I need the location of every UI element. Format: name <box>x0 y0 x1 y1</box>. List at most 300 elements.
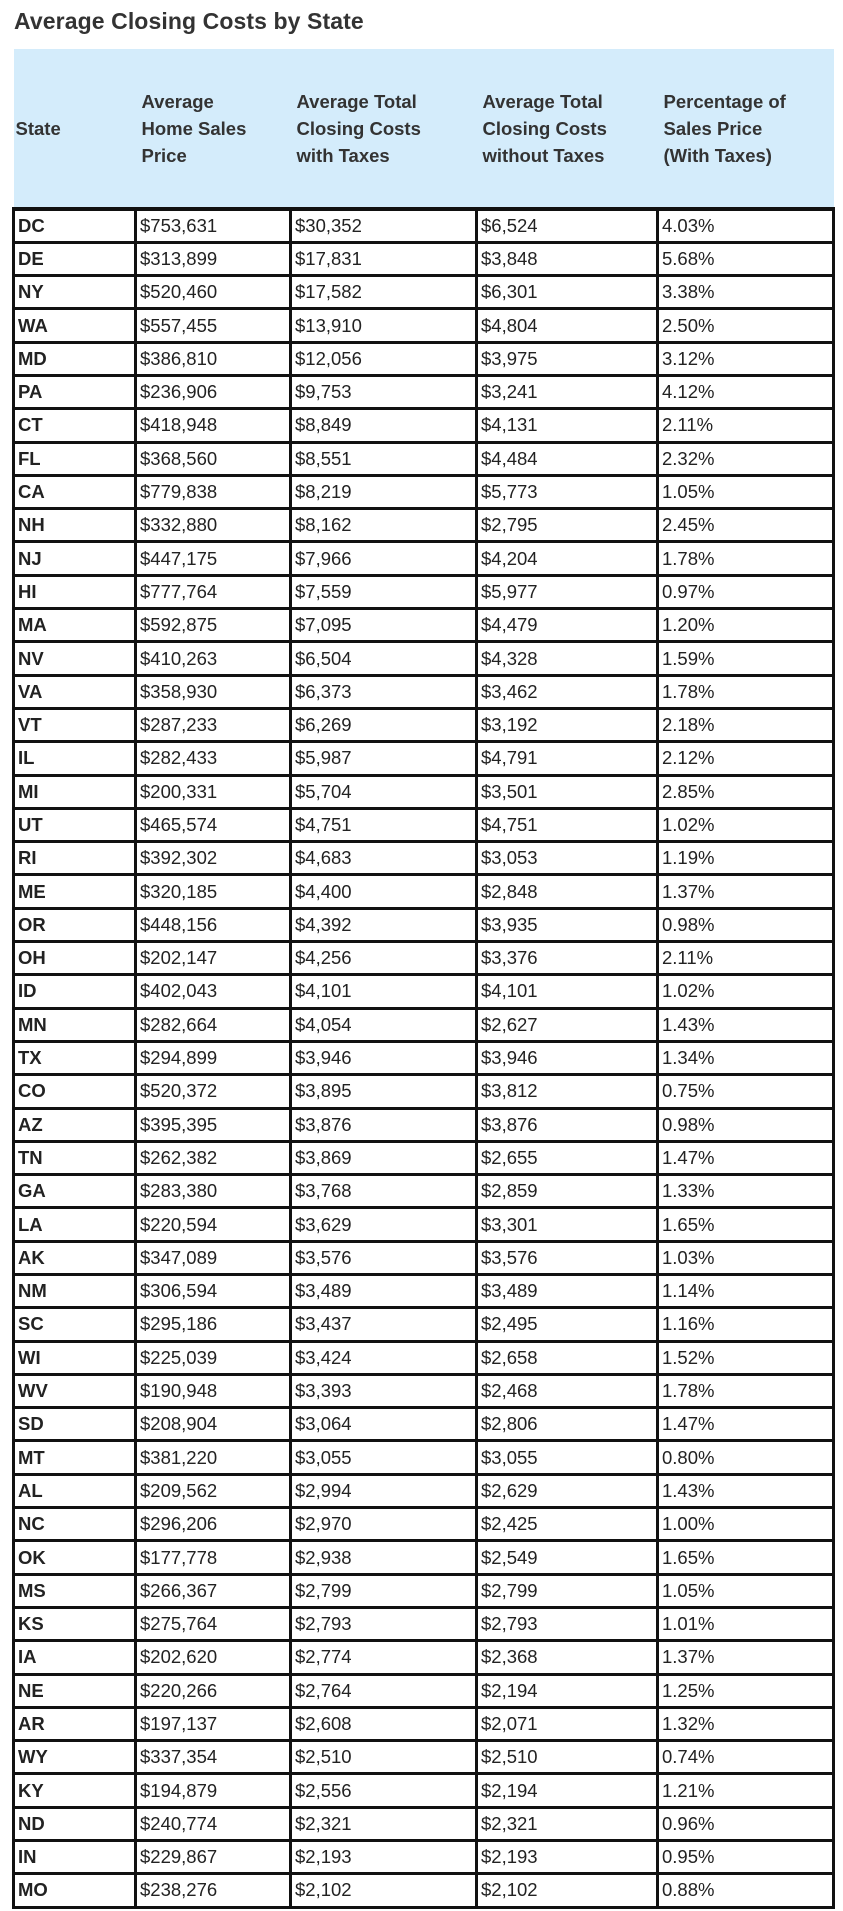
table-row <box>14 1441 834 1474</box>
closing-with-taxes-cell: $3,576 <box>291 1241 477 1274</box>
table-row <box>14 642 834 675</box>
percentage-cell: 1.05% <box>658 475 834 508</box>
home-price-cell: $275,764 <box>136 1607 291 1640</box>
home-price-cell: $313,899 <box>136 242 291 275</box>
percentage-cell: 1.37% <box>658 875 834 908</box>
home-price-cell: $306,594 <box>136 1275 291 1308</box>
page-title: Average Closing Costs by State <box>14 8 364 34</box>
closing-without-taxes-cell: $3,053 <box>477 842 658 875</box>
home-price-cell: $190,948 <box>136 1374 291 1407</box>
home-price-cell: $320,185 <box>136 875 291 908</box>
closing-with-taxes-cell: $6,269 <box>291 708 477 741</box>
home-price-cell: $202,620 <box>136 1641 291 1674</box>
table-row <box>14 442 834 475</box>
closing-with-taxes-cell: $2,764 <box>291 1674 477 1707</box>
percentage-cell: 1.02% <box>658 975 834 1008</box>
closing-with-taxes-cell: $2,994 <box>291 1474 477 1507</box>
state-cell: UT <box>14 808 136 841</box>
percentage-cell: 1.65% <box>658 1208 834 1241</box>
percentage-cell: 2.85% <box>658 775 834 808</box>
state-cell: OK <box>14 1541 136 1574</box>
closing-with-taxes-cell: $5,704 <box>291 775 477 808</box>
header-line: Sales Price <box>663 117 763 139</box>
closing-with-taxes-cell: $5,987 <box>291 742 477 775</box>
state-cell: NY <box>14 276 136 309</box>
table-row <box>14 1741 834 1774</box>
state-cell: HI <box>14 575 136 608</box>
closing-with-taxes-cell: $3,895 <box>291 1075 477 1108</box>
table-row <box>14 1041 834 1074</box>
closing-without-taxes-cell: $3,376 <box>477 942 658 975</box>
table-row <box>14 808 834 841</box>
percentage-cell: 1.78% <box>658 675 834 708</box>
home-price-cell: $465,574 <box>136 808 291 841</box>
table-row <box>14 875 834 908</box>
percentage-cell: 1.59% <box>658 642 834 675</box>
table-row <box>14 1474 834 1507</box>
percentage-cell: 2.11% <box>658 942 834 975</box>
percentage-cell: 1.47% <box>658 1141 834 1174</box>
state-cell: TX <box>14 1041 136 1074</box>
table-row <box>14 942 834 975</box>
state-cell: MI <box>14 775 136 808</box>
home-price-cell: $557,455 <box>136 309 291 342</box>
closing-with-taxes-cell: $2,970 <box>291 1508 477 1541</box>
percentage-cell: 1.02% <box>658 808 834 841</box>
closing-without-taxes-cell: $3,848 <box>477 242 658 275</box>
closing-with-taxes-cell: $17,582 <box>291 276 477 309</box>
percentage-cell: 1.78% <box>658 542 834 575</box>
table-row <box>14 842 834 875</box>
table-row <box>14 1208 834 1241</box>
percentage-cell: 1.78% <box>658 1374 834 1407</box>
table-body <box>14 209 834 1907</box>
home-price-cell: $520,460 <box>136 276 291 309</box>
home-price-cell: $753,631 <box>136 209 291 242</box>
home-price-cell: $418,948 <box>136 409 291 442</box>
percentage-cell: 0.74% <box>658 1741 834 1774</box>
table-row <box>14 1508 834 1541</box>
closing-with-taxes-cell: $2,938 <box>291 1541 477 1574</box>
percentage-cell: 1.47% <box>658 1408 834 1441</box>
closing-with-taxes-cell: $7,966 <box>291 542 477 575</box>
table-row <box>14 1408 834 1441</box>
closing-without-taxes-cell: $2,193 <box>477 1841 658 1874</box>
closing-without-taxes-cell: $5,773 <box>477 475 658 508</box>
home-price-cell: $296,206 <box>136 1508 291 1541</box>
percentage-cell: 1.03% <box>658 1241 834 1274</box>
percentage-cell: 1.33% <box>658 1175 834 1208</box>
home-price-cell: $240,774 <box>136 1807 291 1840</box>
home-price-cell: $520,372 <box>136 1075 291 1108</box>
closing-with-taxes-cell: $2,102 <box>291 1874 477 1907</box>
closing-with-taxes-cell: $2,510 <box>291 1741 477 1774</box>
closing-without-taxes-cell: $3,241 <box>477 375 658 408</box>
closing-without-taxes-cell: $4,804 <box>477 309 658 342</box>
header-line: Price <box>141 144 187 166</box>
table-row <box>14 1008 834 1041</box>
closing-with-taxes-cell: $2,774 <box>291 1641 477 1674</box>
table-row <box>14 609 834 642</box>
home-price-cell: $777,764 <box>136 575 291 608</box>
state-cell: NC <box>14 1508 136 1541</box>
closing-with-taxes-cell: $17,831 <box>291 242 477 275</box>
percentage-cell: 1.19% <box>658 842 834 875</box>
percentage-cell: 3.38% <box>658 276 834 309</box>
closing-without-taxes-cell: $2,495 <box>477 1308 658 1341</box>
home-price-cell: $368,560 <box>136 442 291 475</box>
state-cell: IL <box>14 742 136 775</box>
closing-with-taxes-cell: $3,768 <box>291 1175 477 1208</box>
closing-without-taxes-cell: $3,192 <box>477 708 658 741</box>
closing-without-taxes-cell: $4,328 <box>477 642 658 675</box>
percentage-cell: 1.52% <box>658 1341 834 1374</box>
closing-costs-table <box>12 49 835 1909</box>
table-row <box>14 309 834 342</box>
state-cell: ND <box>14 1807 136 1840</box>
home-price-cell: $229,867 <box>136 1841 291 1874</box>
state-cell: NH <box>14 509 136 542</box>
state-cell: WA <box>14 309 136 342</box>
closing-with-taxes-cell: $2,193 <box>291 1841 477 1874</box>
closing-without-taxes-cell: $4,751 <box>477 808 658 841</box>
state-cell: VT <box>14 708 136 741</box>
closing-with-taxes-cell: $8,551 <box>291 442 477 475</box>
header-state-line: State <box>15 117 61 139</box>
header-line: with Taxes <box>296 144 390 166</box>
header-line: Percentage of <box>663 90 786 112</box>
table-row <box>14 509 834 542</box>
percentage-cell: 2.18% <box>658 708 834 741</box>
closing-with-taxes-cell: $6,373 <box>291 675 477 708</box>
home-price-cell: $332,880 <box>136 509 291 542</box>
closing-without-taxes-cell: $2,549 <box>477 1541 658 1574</box>
closing-with-taxes-cell: $3,064 <box>291 1408 477 1441</box>
closing-without-taxes-cell: $2,194 <box>477 1674 658 1707</box>
closing-without-taxes-cell: $3,576 <box>477 1241 658 1274</box>
closing-without-taxes-cell: $3,055 <box>477 1441 658 1474</box>
table-row <box>14 475 834 508</box>
table-row <box>14 1607 834 1640</box>
home-price-cell: $177,778 <box>136 1541 291 1574</box>
closing-without-taxes-cell: $3,876 <box>477 1108 658 1141</box>
home-price-cell: $220,594 <box>136 1208 291 1241</box>
table-row <box>14 575 834 608</box>
closing-without-taxes-cell: $3,462 <box>477 675 658 708</box>
state-cell: DC <box>14 209 136 242</box>
percentage-cell: 1.05% <box>658 1574 834 1607</box>
state-cell: IN <box>14 1841 136 1874</box>
state-cell: WV <box>14 1374 136 1407</box>
closing-without-taxes-cell: $6,524 <box>477 209 658 242</box>
home-price-cell: $225,039 <box>136 1341 291 1374</box>
home-price-cell: $262,382 <box>136 1141 291 1174</box>
percentage-cell: 0.98% <box>658 1108 834 1141</box>
home-price-cell: $392,302 <box>136 842 291 875</box>
state-cell: WY <box>14 1741 136 1774</box>
percentage-cell: 3.12% <box>658 342 834 375</box>
state-cell: MS <box>14 1574 136 1607</box>
closing-with-taxes-cell: $3,437 <box>291 1308 477 1341</box>
closing-without-taxes-cell: $3,489 <box>477 1275 658 1308</box>
closing-with-taxes-cell: $8,219 <box>291 475 477 508</box>
percentage-cell: 2.50% <box>658 309 834 342</box>
home-price-cell: $386,810 <box>136 342 291 375</box>
closing-with-taxes-cell: $30,352 <box>291 209 477 242</box>
table-row <box>14 975 834 1008</box>
home-price-cell: $200,331 <box>136 775 291 808</box>
table-row <box>14 1807 834 1840</box>
table-row <box>14 1874 834 1907</box>
percentage-cell: 1.21% <box>658 1774 834 1807</box>
closing-without-taxes-cell: $2,859 <box>477 1175 658 1208</box>
table-row <box>14 1108 834 1141</box>
table-row <box>14 1141 834 1174</box>
percentage-cell: 1.01% <box>658 1607 834 1640</box>
home-price-cell: $295,186 <box>136 1308 291 1341</box>
closing-with-taxes-cell: $7,095 <box>291 609 477 642</box>
state-cell: SC <box>14 1308 136 1341</box>
percentage-cell: 1.00% <box>658 1508 834 1541</box>
header-row <box>14 49 834 209</box>
table-row <box>14 675 834 708</box>
home-price-cell: $294,899 <box>136 1041 291 1074</box>
closing-with-taxes-cell: $4,751 <box>291 808 477 841</box>
state-cell: IA <box>14 1641 136 1674</box>
closing-with-taxes-cell: $2,793 <box>291 1607 477 1640</box>
home-price-cell: $208,904 <box>136 1408 291 1441</box>
state-cell: ME <box>14 875 136 908</box>
closing-without-taxes-cell: $3,501 <box>477 775 658 808</box>
table-row <box>14 1674 834 1707</box>
percentage-cell: 2.12% <box>658 742 834 775</box>
table-row <box>14 1308 834 1341</box>
closing-without-taxes-cell: $2,468 <box>477 1374 658 1407</box>
closing-without-taxes-cell: $2,321 <box>477 1807 658 1840</box>
closing-without-taxes-cell: $2,806 <box>477 1408 658 1441</box>
table-row <box>14 1341 834 1374</box>
header-line: without Taxes <box>482 144 605 166</box>
home-price-cell: $287,233 <box>136 708 291 741</box>
table-row <box>14 1374 834 1407</box>
table-row <box>14 1075 834 1108</box>
state-cell: MA <box>14 609 136 642</box>
closing-without-taxes-cell: $4,131 <box>477 409 658 442</box>
state-cell: SD <box>14 1408 136 1441</box>
closing-with-taxes-cell: $3,876 <box>291 1108 477 1141</box>
table-row <box>14 375 834 408</box>
state-cell: MN <box>14 1008 136 1041</box>
home-price-cell: $337,354 <box>136 1741 291 1774</box>
closing-without-taxes-cell: $4,791 <box>477 742 658 775</box>
table-row <box>14 1275 834 1308</box>
closing-with-taxes-cell: $2,556 <box>291 1774 477 1807</box>
closing-with-taxes-cell: $9,753 <box>291 375 477 408</box>
closing-without-taxes-cell: $2,510 <box>477 1741 658 1774</box>
table-row <box>14 1574 834 1607</box>
state-cell: ID <box>14 975 136 1008</box>
home-price-cell: $402,043 <box>136 975 291 1008</box>
closing-with-taxes-cell: $2,799 <box>291 1574 477 1607</box>
percentage-cell: 1.37% <box>658 1641 834 1674</box>
percentage-cell: 1.32% <box>658 1707 834 1740</box>
closing-without-taxes-cell: $4,479 <box>477 609 658 642</box>
state-cell: GA <box>14 1175 136 1208</box>
closing-without-taxes-cell: $3,301 <box>477 1208 658 1241</box>
closing-with-taxes-cell: $3,869 <box>291 1141 477 1174</box>
closing-with-taxes-cell: $3,629 <box>291 1208 477 1241</box>
home-price-cell: $779,838 <box>136 475 291 508</box>
closing-with-taxes-cell: $3,393 <box>291 1374 477 1407</box>
header-line: Home Sales <box>141 117 247 139</box>
home-price-cell: $283,380 <box>136 1175 291 1208</box>
closing-with-taxes-cell: $4,054 <box>291 1008 477 1041</box>
home-price-cell: $592,875 <box>136 609 291 642</box>
closing-without-taxes-cell: $3,946 <box>477 1041 658 1074</box>
header-line: Average Total <box>296 90 417 112</box>
header-closing-costs-with-taxes <box>291 49 477 209</box>
closing-with-taxes-cell: $4,392 <box>291 908 477 941</box>
home-price-cell: $282,664 <box>136 1008 291 1041</box>
closing-with-taxes-cell: $4,101 <box>291 975 477 1008</box>
closing-with-taxes-cell: $8,162 <box>291 509 477 542</box>
home-price-cell: $197,137 <box>136 1707 291 1740</box>
state-cell: CO <box>14 1075 136 1108</box>
state-cell: NM <box>14 1275 136 1308</box>
percentage-cell: 2.11% <box>658 409 834 442</box>
state-cell: FL <box>14 442 136 475</box>
state-cell: LA <box>14 1208 136 1241</box>
closing-without-taxes-cell: $2,799 <box>477 1574 658 1607</box>
state-cell: KY <box>14 1774 136 1807</box>
closing-with-taxes-cell: $4,683 <box>291 842 477 875</box>
closing-without-taxes-cell: $2,627 <box>477 1008 658 1041</box>
percentage-cell: 0.88% <box>658 1874 834 1907</box>
closing-costs-table-wrapper <box>12 49 832 1909</box>
state-cell: AR <box>14 1707 136 1740</box>
closing-with-taxes-cell: $6,504 <box>291 642 477 675</box>
percentage-cell: 2.45% <box>658 509 834 542</box>
home-price-cell: $220,266 <box>136 1674 291 1707</box>
header-closing-costs-without-taxes <box>477 49 658 209</box>
closing-without-taxes-cell: $3,812 <box>477 1075 658 1108</box>
header-line: Average <box>141 90 214 112</box>
percentage-cell: 4.03% <box>658 209 834 242</box>
closing-with-taxes-cell: $3,055 <box>291 1441 477 1474</box>
percentage-cell: 1.34% <box>658 1041 834 1074</box>
closing-with-taxes-cell: $2,321 <box>291 1807 477 1840</box>
percentage-cell: 0.97% <box>658 575 834 608</box>
table-row <box>14 542 834 575</box>
header-line: Closing Costs <box>296 117 421 139</box>
state-cell: VA <box>14 675 136 708</box>
table-row <box>14 1175 834 1208</box>
closing-without-taxes-cell: $4,484 <box>477 442 658 475</box>
home-price-cell: $358,930 <box>136 675 291 708</box>
home-price-cell: $238,276 <box>136 1874 291 1907</box>
home-price-cell: $395,395 <box>136 1108 291 1141</box>
table-row <box>14 1774 834 1807</box>
percentage-cell: 5.68% <box>658 242 834 275</box>
state-cell: RI <box>14 842 136 875</box>
state-cell: OH <box>14 942 136 975</box>
home-price-cell: $266,367 <box>136 1574 291 1607</box>
closing-without-taxes-cell: $2,795 <box>477 509 658 542</box>
state-cell: AL <box>14 1474 136 1507</box>
table-row <box>14 242 834 275</box>
closing-without-taxes-cell: $3,935 <box>477 908 658 941</box>
closing-without-taxes-cell: $2,655 <box>477 1141 658 1174</box>
state-cell: MD <box>14 342 136 375</box>
header-line: (With Taxes) <box>663 144 772 166</box>
percentage-cell: 1.14% <box>658 1275 834 1308</box>
state-cell: MT <box>14 1441 136 1474</box>
table-row <box>14 342 834 375</box>
table-header <box>14 49 834 209</box>
closing-with-taxes-cell: $3,424 <box>291 1341 477 1374</box>
closing-with-taxes-cell: $3,489 <box>291 1275 477 1308</box>
closing-with-taxes-cell: $13,910 <box>291 309 477 342</box>
closing-with-taxes-cell: $4,400 <box>291 875 477 908</box>
table-row <box>14 276 834 309</box>
percentage-cell: 1.16% <box>658 1308 834 1341</box>
percentage-cell: 0.80% <box>658 1441 834 1474</box>
percentage-cell: 0.98% <box>658 908 834 941</box>
closing-with-taxes-cell: $3,946 <box>291 1041 477 1074</box>
closing-with-taxes-cell: $4,256 <box>291 942 477 975</box>
home-price-cell: $282,433 <box>136 742 291 775</box>
state-cell: NJ <box>14 542 136 575</box>
header-percentage-of-sales-price <box>658 49 834 209</box>
state-cell: WI <box>14 1341 136 1374</box>
state-cell: CA <box>14 475 136 508</box>
closing-with-taxes-cell: $12,056 <box>291 342 477 375</box>
table-row <box>14 409 834 442</box>
home-price-cell: $448,156 <box>136 908 291 941</box>
state-cell: OR <box>14 908 136 941</box>
state-cell: CT <box>14 409 136 442</box>
closing-without-taxes-cell: $2,368 <box>477 1641 658 1674</box>
table-row <box>14 1707 834 1740</box>
table-row <box>14 209 834 242</box>
table-row <box>14 908 834 941</box>
header-line: Closing Costs <box>482 117 607 139</box>
percentage-cell: 0.95% <box>658 1841 834 1874</box>
closing-with-taxes-cell: $8,849 <box>291 409 477 442</box>
closing-without-taxes-cell: $5,977 <box>477 575 658 608</box>
percentage-cell: 1.43% <box>658 1474 834 1507</box>
home-price-cell: $202,147 <box>136 942 291 975</box>
closing-without-taxes-cell: $2,194 <box>477 1774 658 1807</box>
state-cell: PA <box>14 375 136 408</box>
closing-without-taxes-cell: $2,102 <box>477 1874 658 1907</box>
percentage-cell: 1.20% <box>658 609 834 642</box>
percentage-cell: 1.25% <box>658 1674 834 1707</box>
percentage-cell: 4.12% <box>658 375 834 408</box>
state-cell: NV <box>14 642 136 675</box>
header-state <box>14 49 136 209</box>
home-price-cell: $236,906 <box>136 375 291 408</box>
percentage-cell: 1.65% <box>658 1541 834 1574</box>
table-row <box>14 1641 834 1674</box>
closing-without-taxes-cell: $2,629 <box>477 1474 658 1507</box>
state-cell: TN <box>14 1141 136 1174</box>
state-cell: AZ <box>14 1108 136 1141</box>
state-cell: NE <box>14 1674 136 1707</box>
home-price-cell: $447,175 <box>136 542 291 575</box>
table-row <box>14 1841 834 1874</box>
table-row <box>14 775 834 808</box>
